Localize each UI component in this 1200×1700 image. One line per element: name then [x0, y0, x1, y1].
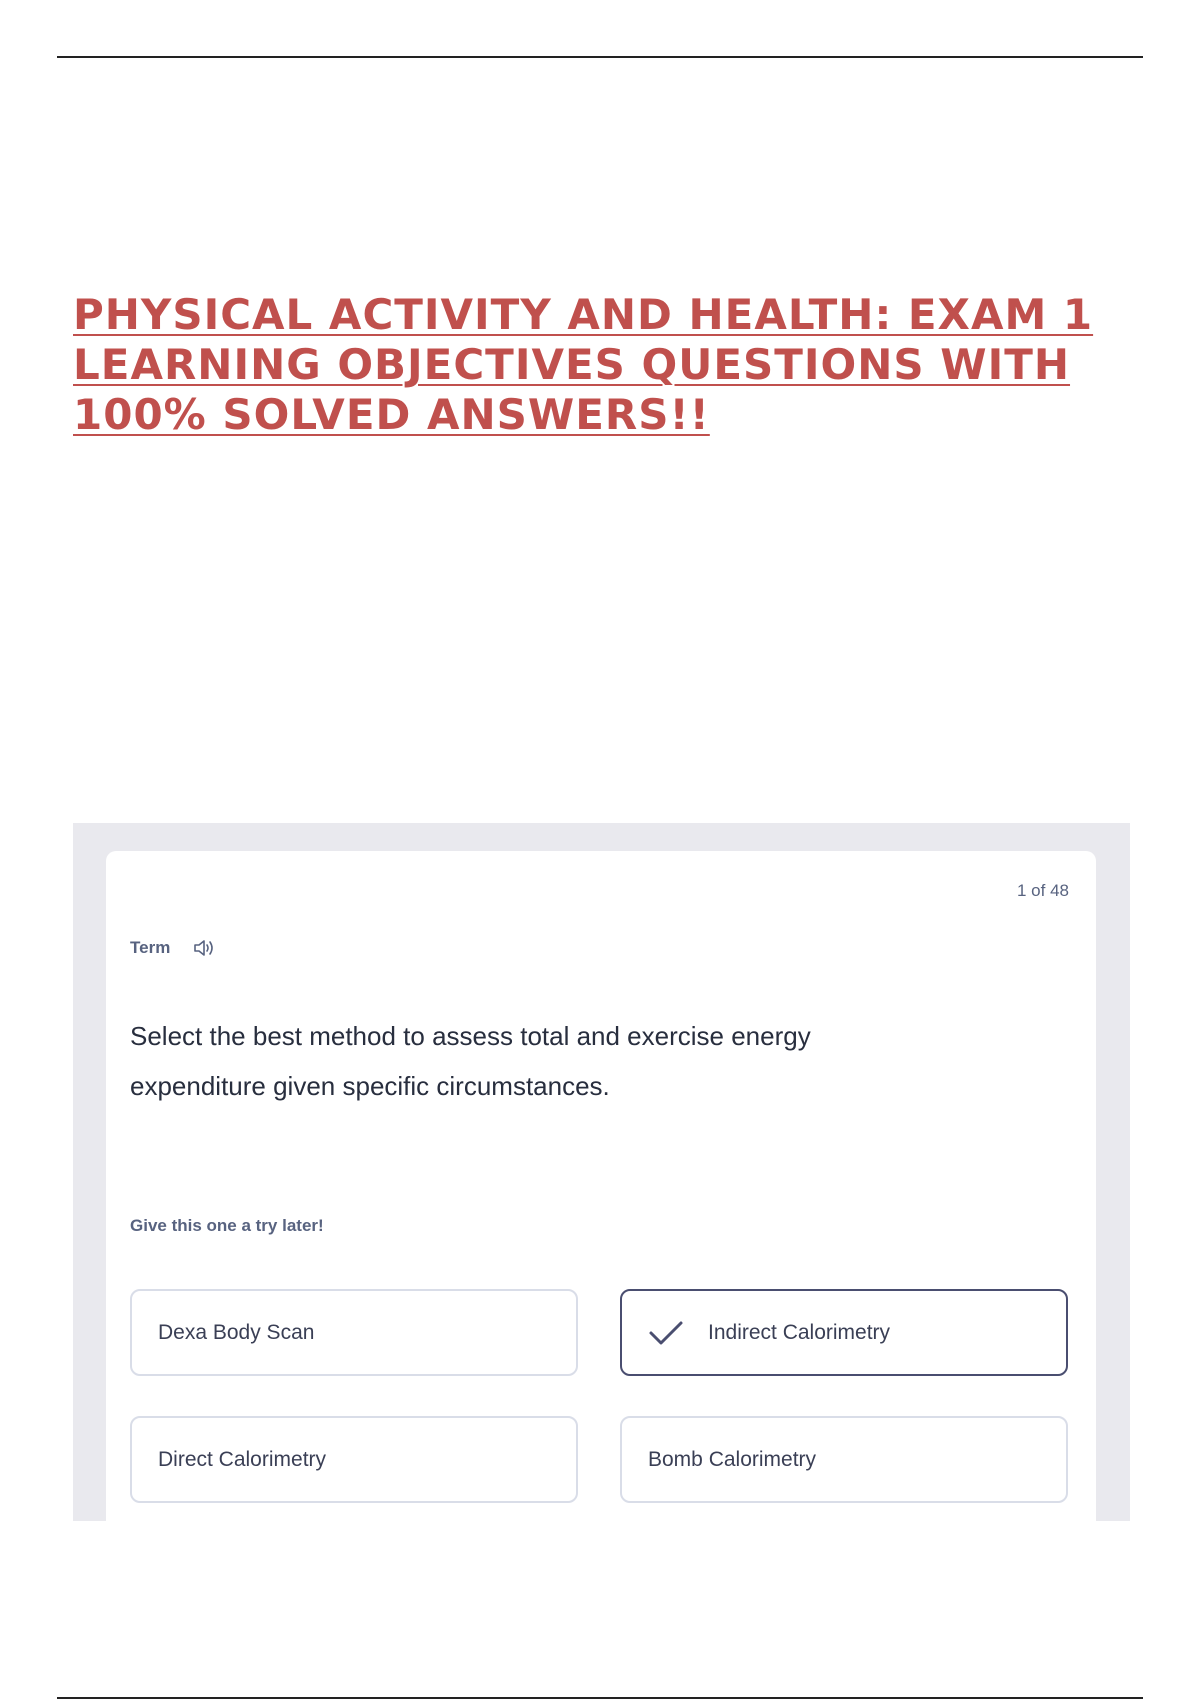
- document-title: [73, 290, 1153, 440]
- answer-option-dexa-body-scan[interactable]: [130, 1289, 578, 1376]
- top-rule: [57, 56, 1143, 58]
- check-icon: [648, 1318, 684, 1348]
- term-header: [130, 937, 216, 959]
- question-text: Select the best method to assess total and exercise energy expenditure given specific circumstances.: [130, 1021, 811, 1101]
- flashcard: [106, 851, 1096, 1541]
- bottom-rule: [57, 1697, 1143, 1699]
- answer-option-indirect-calorimetry[interactable]: [620, 1289, 1068, 1376]
- answer-option-label: Dexa Body Scan: [158, 1320, 315, 1344]
- answer-option-label: Indirect Calorimetry: [708, 1320, 891, 1344]
- speaker-icon[interactable]: [192, 937, 216, 959]
- card-counter: 1 of 48: [1017, 881, 1069, 900]
- answer-option-label: Direct Calorimetry: [158, 1447, 327, 1471]
- answer-option-bomb-calorimetry[interactable]: [620, 1416, 1068, 1503]
- term-label: Term: [130, 938, 171, 957]
- answer-option-label: Bomb Calorimetry: [648, 1447, 817, 1471]
- flashcard-screenshot-frame: [73, 823, 1130, 1521]
- document-title-line: PHYSICAL ACTIVITY AND HEALTH: EXAM 1: [73, 290, 1094, 339]
- hint-text: Give this one a try later!: [130, 1216, 324, 1235]
- document-title-line: 100% SOLVED ANSWERS!!: [73, 390, 710, 439]
- document-title-line: LEARNING OBJECTIVES QUESTIONS WITH: [73, 340, 1071, 389]
- answer-option-direct-calorimetry[interactable]: [130, 1416, 578, 1503]
